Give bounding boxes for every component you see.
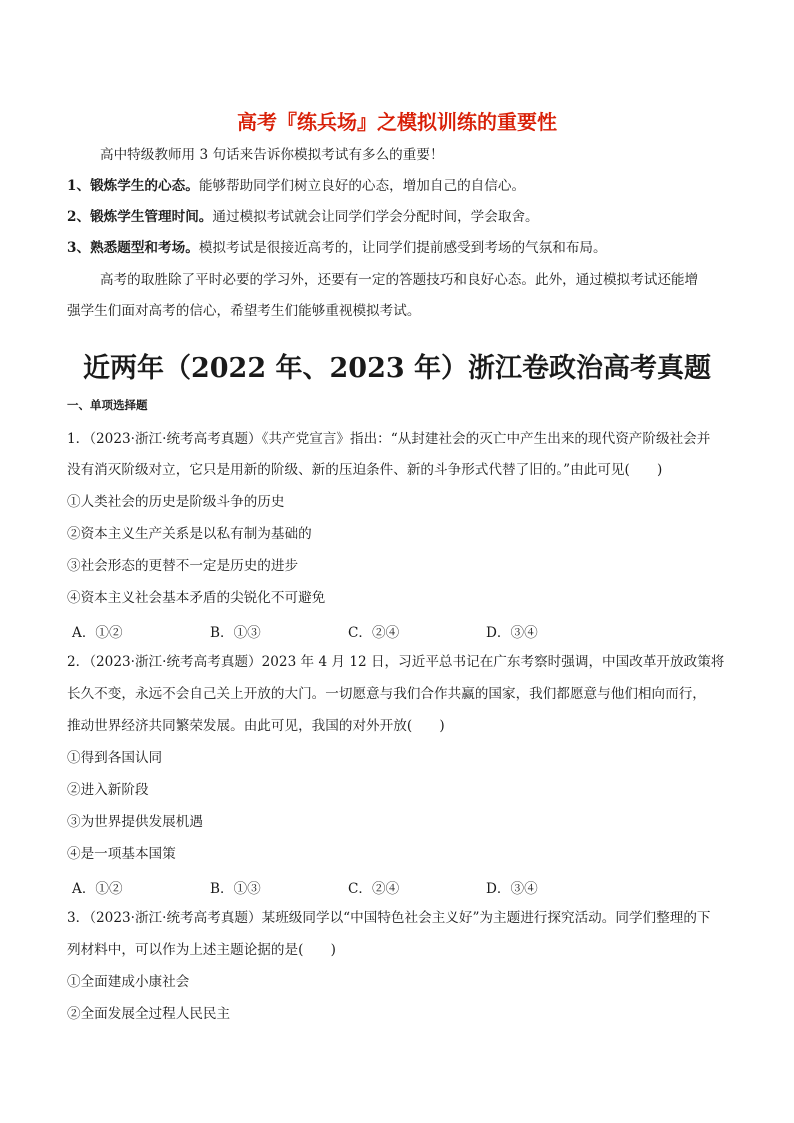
question-1-item-1: ①人类社会的历史是阶级斗争的历史 [67,494,285,510]
intro-point-3 [67,239,607,257]
question-2-option-d[interactable]: D．③④ [486,881,538,897]
question-2-item-2: ②进入新阶段 [67,782,149,798]
intro-lead: 高中特级教师用 3 句话来告诉你模拟考试有多么的重要！ [100,147,444,163]
point-body: 通过模拟考试就会让同学们学会分配时间，学会取舍。 [212,209,539,225]
intro-point-1 [67,177,525,195]
question-2-line-3: 推动世界经济共同繁荣发展。由此可见，我国的对外开放( ) [67,718,445,734]
question-1-item-4: ④资本主义社会基本矛盾的尖锐化不可避免 [67,590,326,606]
question-1-line-2: 没有消灭阶级对立，它只是用新的阶级、新的压迫条件、新的斗争形式代替了旧的。”由此可见( ) [67,462,663,478]
question-3-item-2: ②全面发展全过程人民民主 [67,1006,231,1022]
point-head: 锻炼学生的心态。 [90,178,199,194]
point-body: 模拟考试是很接近高考的，让同学们提前感受到考场的气氛和布局。 [198,240,607,256]
point-head: 熟悉题型和考场。 [90,240,199,256]
question-3-line-1: 3．（2023·浙江·统考高考真题）某班级同学以“中国特色社会主义好”为主题进行探究活动。同学们整理的下 [67,910,711,926]
question-1-option-d[interactable]: D．③④ [486,625,538,641]
intro-point-2 [67,208,539,226]
intro-paragraph-line-2: 强学生们面对高考的信心，希望考生们能够重视模拟考试。 [67,303,421,319]
question-1-option-c[interactable]: C．②④ [348,625,400,641]
question-3-item-1: ①全面建成小康社会 [67,974,190,990]
question-1-option-a[interactable]: A．①② [72,625,123,641]
question-2-item-4: ④是一项基本国策 [67,846,176,862]
main-title: 近两年（2022 年、2023 年）浙江卷政治高考真题 [82,353,712,384]
question-2-option-c[interactable]: C．②④ [348,881,400,897]
question-1-item-3: ③社会形态的更替不一定是历史的进步 [67,558,299,574]
point-number: 2、 [67,209,91,225]
point-number: 1、 [67,178,91,194]
question-2-item-3: ③为世界提供发展机遇 [67,814,203,830]
point-body: 能够帮助同学们树立良好的心态，增加自己的自信心。 [198,178,526,194]
question-3-line-2: 列材料中，可以作为上述主题论据的是( ) [67,942,336,958]
question-2-option-b[interactable]: B．①③ [210,881,261,897]
point-head: 锻炼学生管理时间。 [90,209,213,225]
question-2-line-2: 长久不变，永远不会自己关上开放的大门。一切愿意与我们合作共赢的国家，我们都愿意与他们相向而行， [67,686,706,702]
section-heading: 一、单项选择题 [67,398,148,412]
question-2-option-a[interactable]: A．①② [72,881,123,897]
question-2-line-1: 2．（2023·浙江·统考高考真题）2023 年 4 月 12 日，习近平总书记在广东考察时强调，中国改革开放政策将 [67,654,725,670]
question-1-option-b[interactable]: B．①③ [210,625,261,641]
question-2-item-1: ①得到各国认同 [67,750,163,766]
question-1-line-1: 1．（2023·浙江·统考高考真题）《共产党宣言》指出：“从封建社会的灭亡中产生出来的现代资产阶级社会并 [67,431,711,447]
question-1-item-2: ②资本主义生产关系是以私有制为基础的 [67,526,312,542]
intro-title: 高考『练兵场』之模拟训练的重要性 [237,110,557,134]
intro-paragraph-line-1: 高考的取胜除了平时必要的学习外，还要有一定的答题技巧和良好心态。此外，通过模拟考试还能增 [100,272,699,288]
point-number: 3、 [67,240,91,256]
